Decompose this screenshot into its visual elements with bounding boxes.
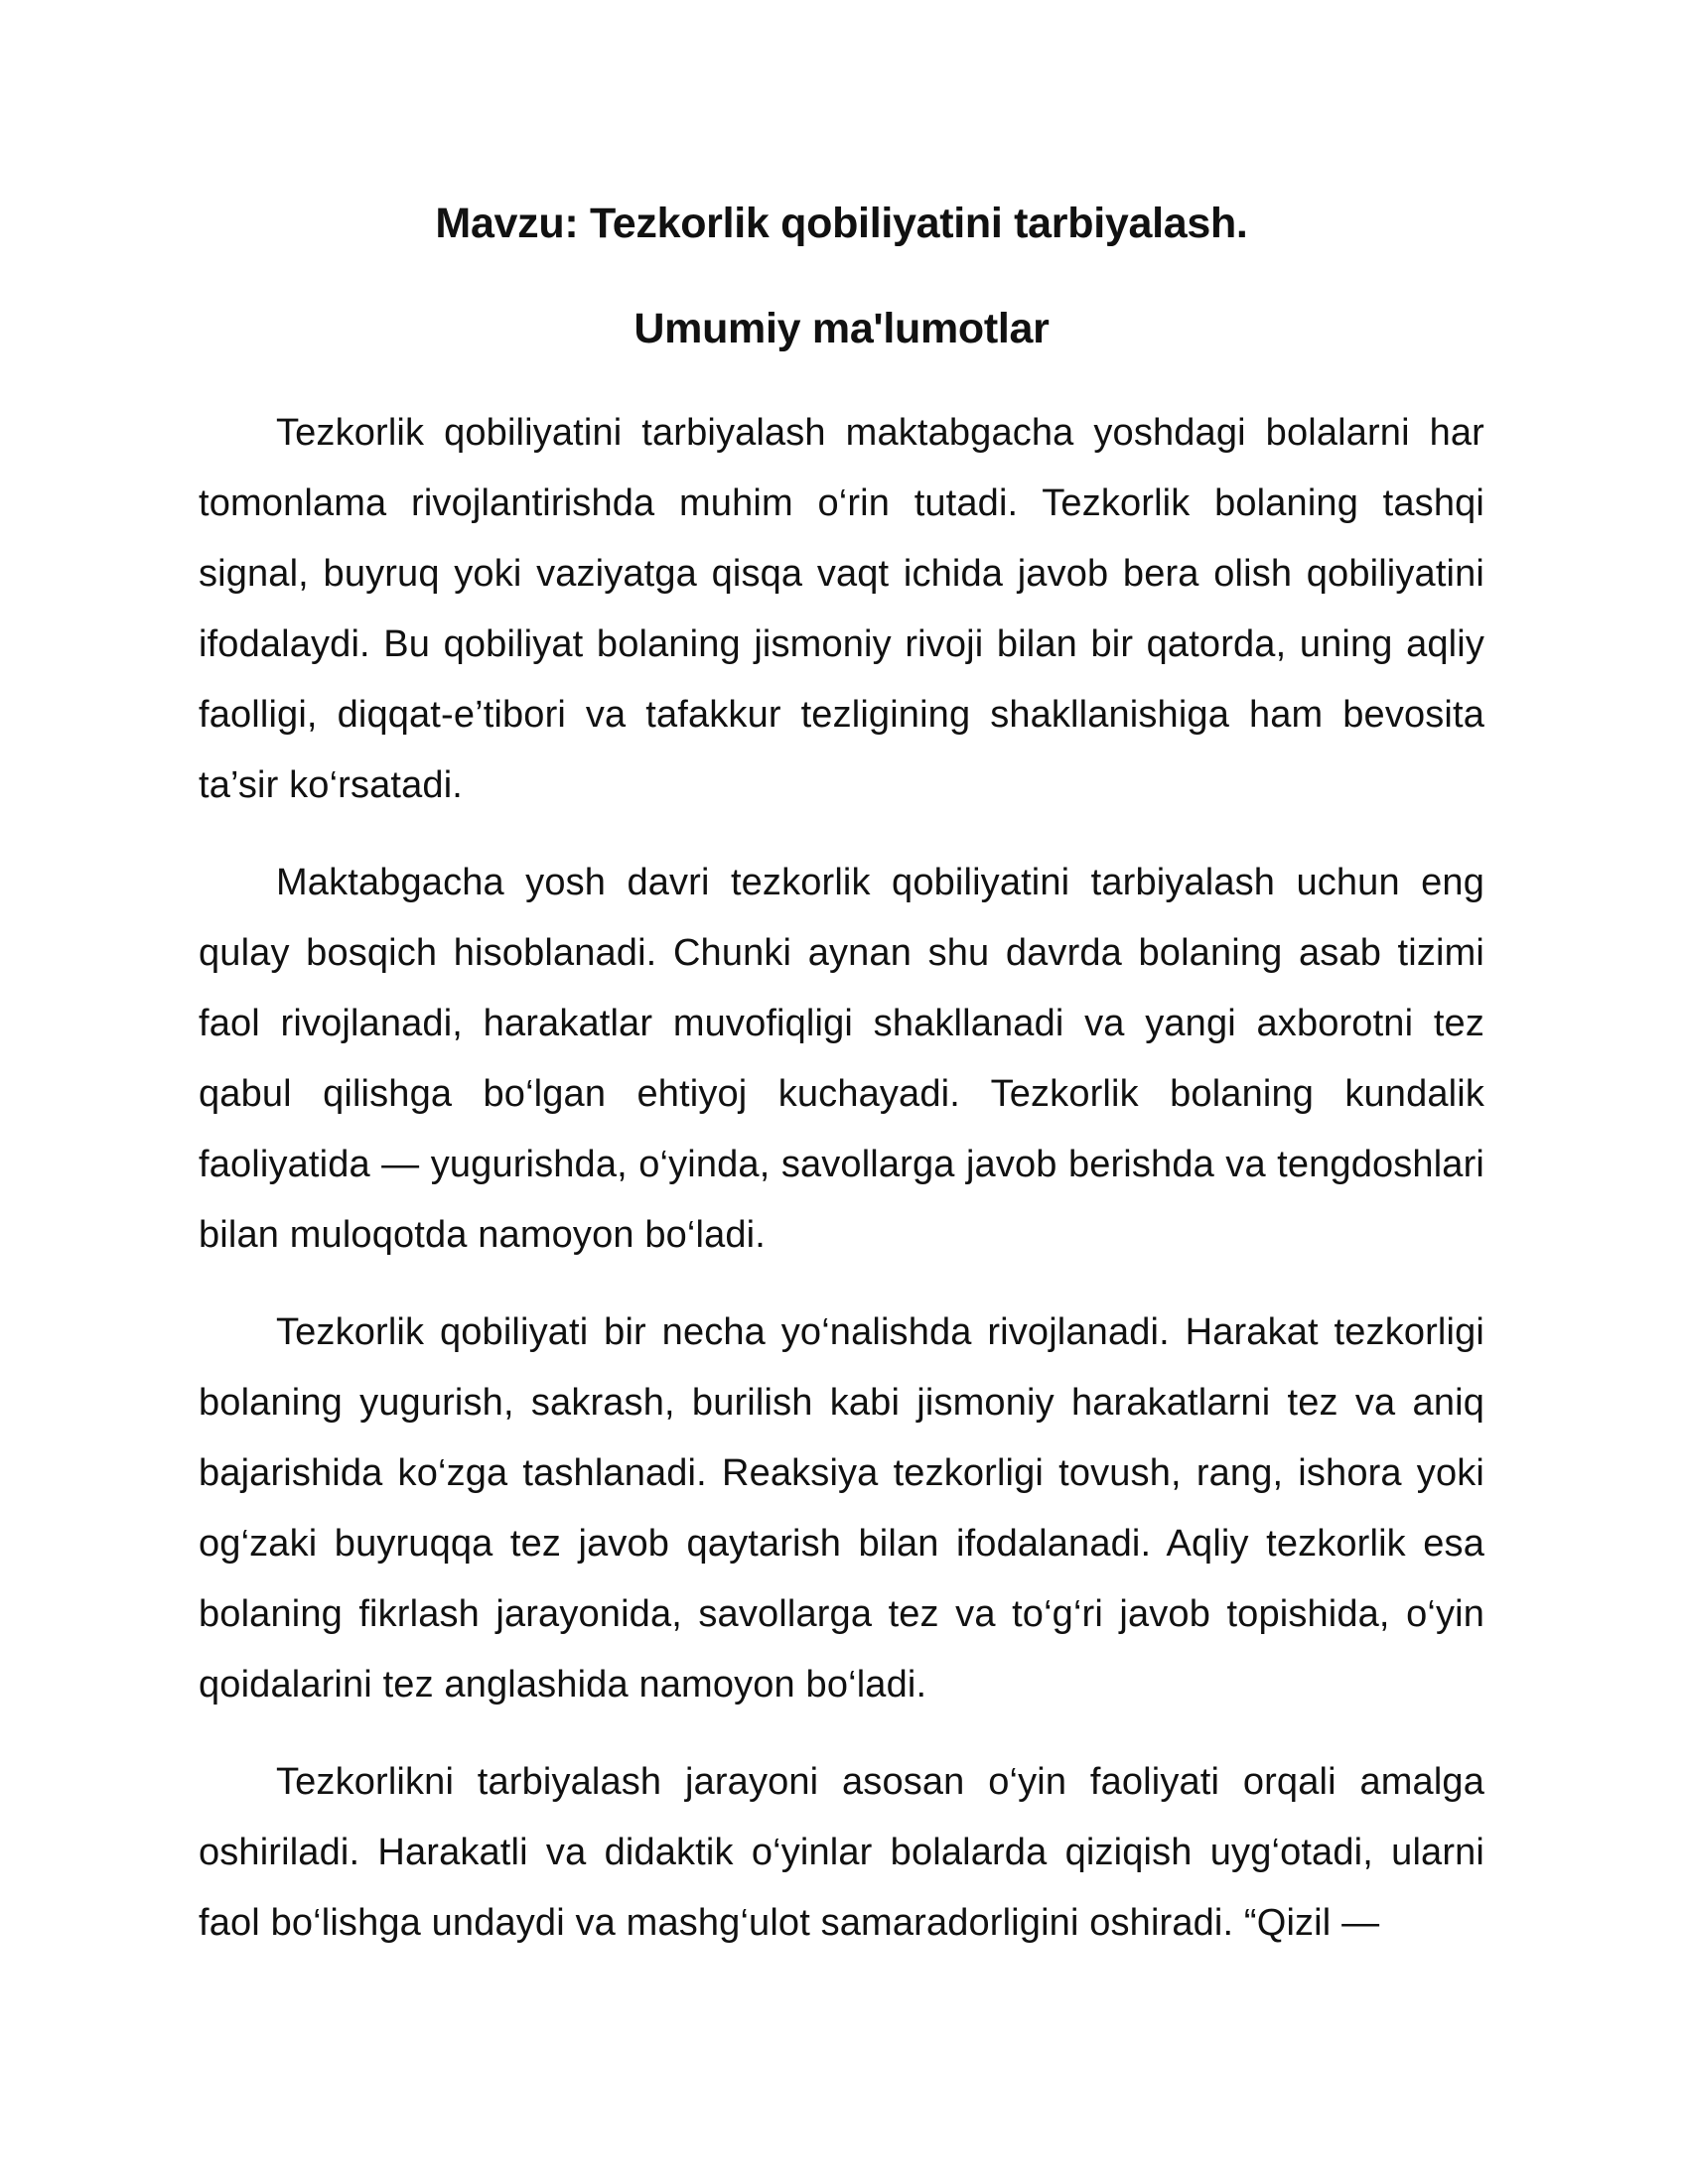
paragraph-2: Maktabgacha yosh davri tezkorlik qobiliyatini tarbiyalash uchun eng qulay bosqich hisoblanadi. Chunki aynan shu davrda bolaning asab tizimi faol rivojlanadi, harakatlar muvofiqligi shakllanadi va yangi axborotni tez qabul qilishga bo‘lgan ehtiyoj kuchayadi. Tezkorlik bolaning kundalik faoliyatida — yugurishda, o‘yinda, savollarga javob berishda va tengdoshlari bilan muloqotda namoyon bo‘ladi. — [199, 862, 1484, 1256]
section-heading: Umumiy ma'lumotlar — [633, 305, 1050, 352]
paragraph-1: Tezkorlik qobiliyatini tarbiyalash maktabgacha yoshdagi bolalarni har tomonlama rivojlantirishda muhim o‘rin tutadi. Tezkorlik bolaning tashqi signal, buyruq yoki vaziyatga qisqa vaqt ichida javob bera olish qobiliyatini ifodalaydi. Bu qobiliyat bolaning jismoniy rivoji bilan bir qatorda, uning aqliy faolligi, diqqat-e’tibori va tafakkur tezligining shakllanishiga ham bevosita ta’sir ko‘rsatadi. — [199, 412, 1484, 806]
paragraph-3: Tezkorlik qobiliyati bir necha yo‘nalishda rivojlanadi. Harakat tezkorligi bolaning yugurish, sakrash, burilish kabi jismoniy harakatlarni tez va aniq bajarishida ko‘zga tashlanadi. Reaksiya tezkorligi tovush, rang, ishora yoki og‘zaki buyruqqa tez javob qaytarish bilan ifodalanadi. Aqliy tezkorlik esa bolaning fikrlash jarayonida, savollarga tez va to‘g‘ri javob topishida, o‘yin qoidalarini tez anglashida namoyon bo‘ladi. — [199, 1311, 1484, 1706]
document-body — [199, 194, 1484, 1985]
document-title: Mavzu: Tezkorlik qobiliyatini tarbiyalash. — [435, 200, 1248, 247]
paragraph-4: Tezkorlikni tarbiyalash jarayoni asosan o‘yin faoliyati orqali amalga oshiriladi. Harakatli va didaktik o‘yinlar bolalarda qiziqish uyg‘otadi, ularni faol bo‘lishga undaydi va mashg‘ulot samaradorligini oshiradi. “Qizil — — [199, 1761, 1484, 1944]
